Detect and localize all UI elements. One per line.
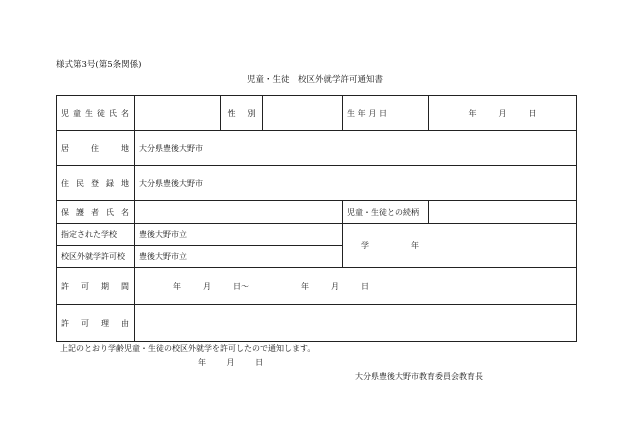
address-value[interactable]: 大分県豊後大野市 bbox=[135, 131, 577, 166]
student-name-value[interactable] bbox=[135, 96, 221, 131]
row-address bbox=[57, 131, 577, 166]
guardian-name-label bbox=[57, 201, 135, 224]
issuer-name: 大分県豊後大野市教育委員会教育長 bbox=[355, 372, 483, 381]
spread-label: 生 年 月 日 bbox=[347, 108, 387, 118]
gender-value[interactable] bbox=[263, 96, 343, 131]
closing-date: 年 月 日 bbox=[198, 358, 264, 367]
reason-value[interactable] bbox=[135, 305, 577, 342]
period-dates: 年 月 日〜 年 月 日 bbox=[173, 281, 369, 291]
spread-label: 許 可 期 間 bbox=[61, 281, 129, 291]
spread-label: 住 民 登 録 地 bbox=[61, 178, 129, 188]
row-guardian bbox=[57, 201, 577, 224]
spread-label: 居 住 地 bbox=[61, 143, 129, 153]
address-label bbox=[57, 131, 135, 166]
row-student bbox=[57, 96, 577, 131]
permitted-school-label: 校区外就学許可校 bbox=[57, 246, 135, 268]
spread-label: 保 護 者 氏 名 bbox=[61, 207, 129, 217]
gender-label bbox=[221, 96, 263, 131]
permitted-school-value[interactable]: 豊後大野市立 bbox=[135, 246, 343, 268]
registered-address-label bbox=[57, 166, 135, 201]
spread-label: 児 童 生 徒 氏 名 bbox=[61, 108, 129, 118]
registered-address-value[interactable]: 大分県豊後大野市 bbox=[135, 166, 577, 201]
designated-school-label: 指定された学校 bbox=[57, 224, 135, 246]
designated-school-value[interactable]: 豊後大野市立 bbox=[135, 224, 343, 246]
relationship-value[interactable] bbox=[429, 201, 577, 224]
spacer bbox=[271, 281, 279, 292]
period-value[interactable] bbox=[135, 268, 577, 305]
student-name-label bbox=[57, 96, 135, 131]
guardian-name-value[interactable] bbox=[135, 201, 343, 224]
relationship-label: 児童・生徒との続柄 bbox=[343, 201, 429, 224]
spread-label: 許 可 理 由 bbox=[61, 318, 129, 328]
birthdate-label bbox=[343, 96, 429, 131]
birthdate-value[interactable] bbox=[429, 96, 577, 131]
row-registered-address bbox=[57, 166, 577, 201]
period-label bbox=[57, 268, 135, 305]
reason-label bbox=[57, 305, 135, 342]
birthdate-parts: 年 月 日 bbox=[468, 108, 537, 118]
row-designated-school bbox=[57, 224, 577, 246]
permit-form-table bbox=[56, 95, 577, 342]
form-number: 様式第3号(第5条関係) bbox=[56, 60, 142, 70]
document-title: 児童・生徒 校区外就学許可通知書 bbox=[246, 75, 383, 85]
closing-statement: 上記のとおり学齢児童・生徒の校区外就学を許可したので通知します。 bbox=[60, 344, 316, 353]
spread-label: 性 別 bbox=[227, 108, 256, 118]
row-reason bbox=[57, 305, 577, 342]
row-period bbox=[57, 268, 577, 305]
grade-cell[interactable] bbox=[343, 224, 577, 268]
grade-label: 学 年 bbox=[361, 241, 419, 250]
